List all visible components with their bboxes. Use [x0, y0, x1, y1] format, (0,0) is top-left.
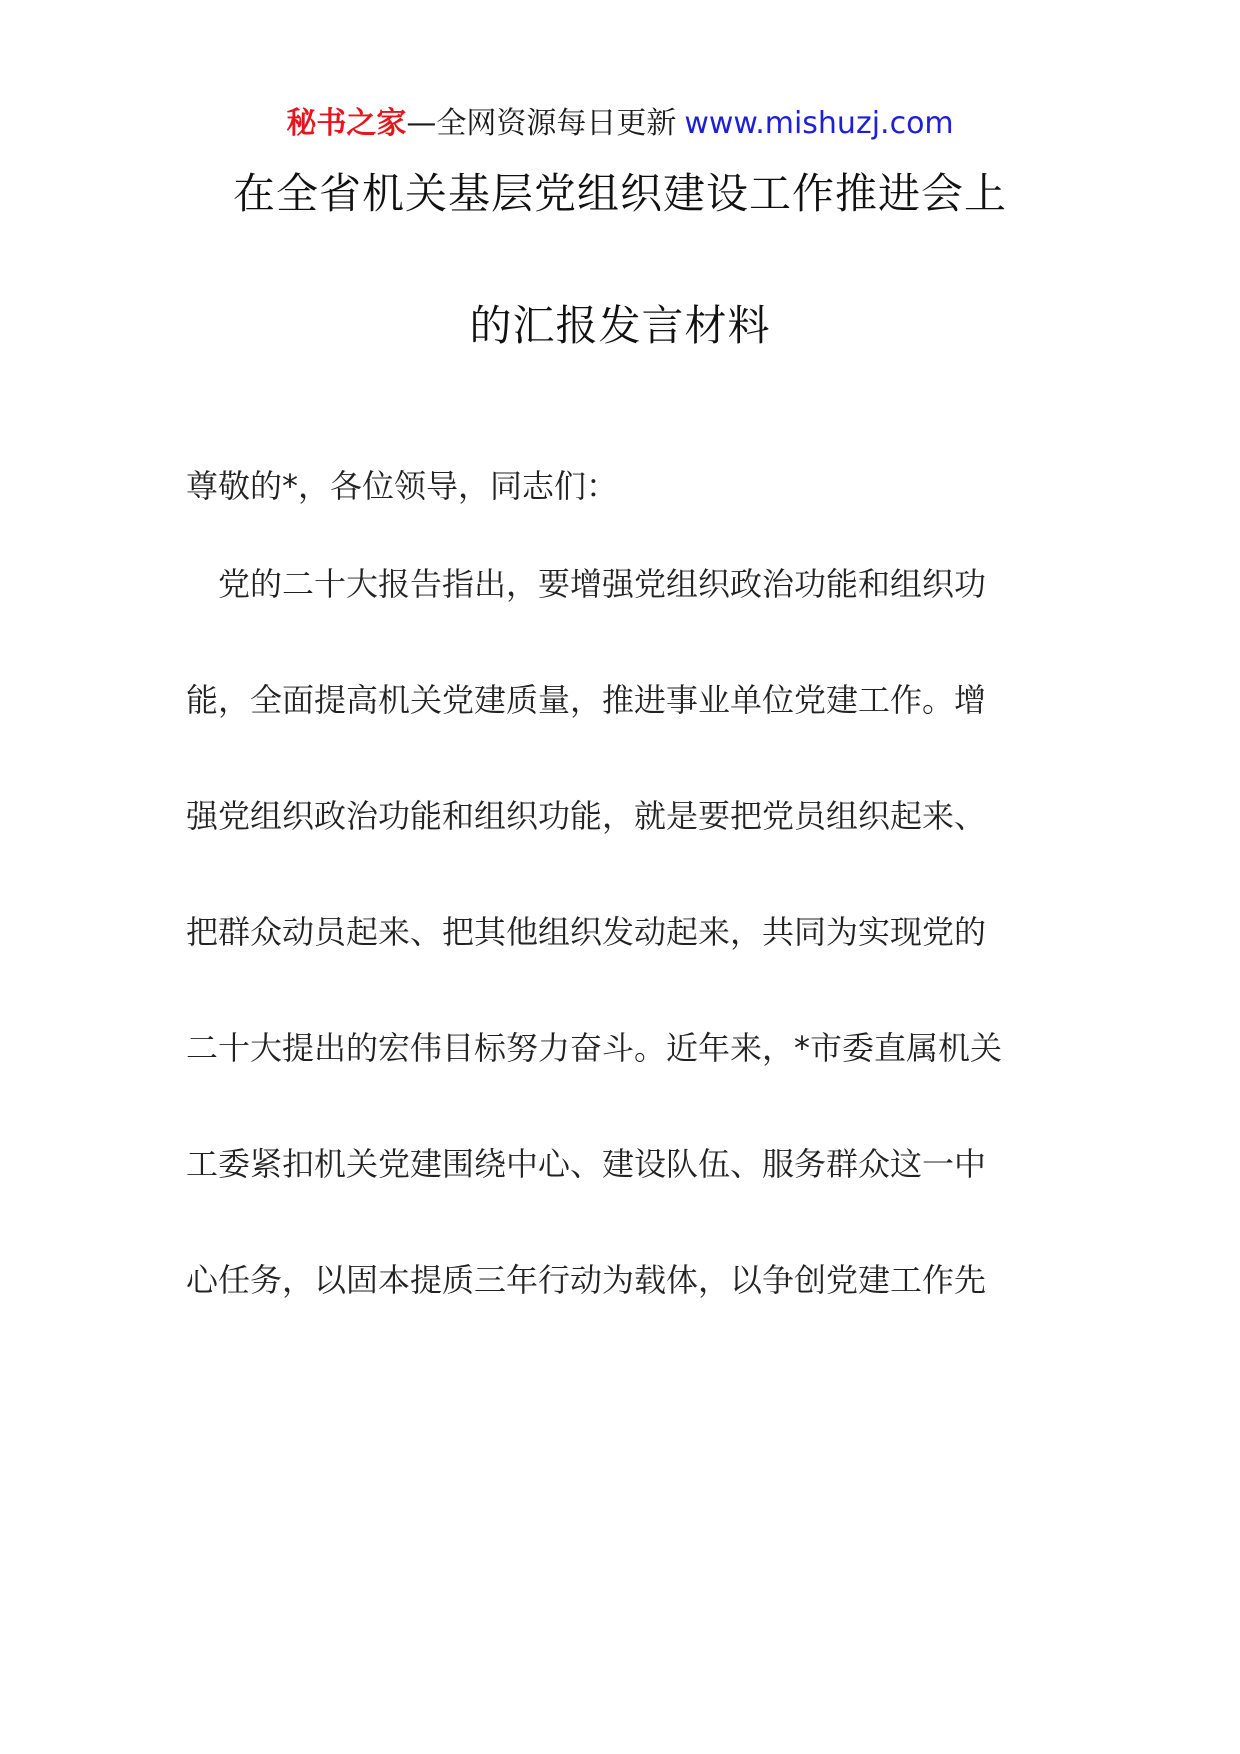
website-link[interactable]: www.mishuzj.com: [684, 106, 954, 141]
brand-name: 秘书之家: [286, 106, 407, 141]
body-line: 把群众动员起来、把其他组织发动起来，共同为实现党的: [186, 913, 987, 951]
document-title-line-2: 的汇报发言材料: [469, 301, 771, 350]
document-title-line-1: 在全省机关基层党组织建设工作推进会上: [232, 169, 1007, 218]
salutation: 尊敬的*，各位领导，同志们：: [186, 467, 619, 505]
body-line: 能，全面提高机关党建质量，推进事业单位党建工作。增: [186, 681, 987, 719]
body-line: 工委紧扣机关党建围绕中心、建设队伍、服务群众这一中: [186, 1145, 987, 1183]
body-line: 党的二十大报告指出，要增强党组织政治功能和组织功: [186, 565, 987, 603]
body-line: 二十大提出的宏伟目标努力奋斗。近年来，*市委直属机关: [186, 1029, 1003, 1067]
slogan: —全网资源每日更新: [406, 106, 677, 141]
source-header: [0, 104, 1240, 144]
body-line: 强党组织政治功能和组织功能，就是要把党员组织起来、: [186, 797, 987, 835]
body-line: 心任务，以固本提质三年行动为载体，以争创党建工作先: [186, 1261, 987, 1299]
